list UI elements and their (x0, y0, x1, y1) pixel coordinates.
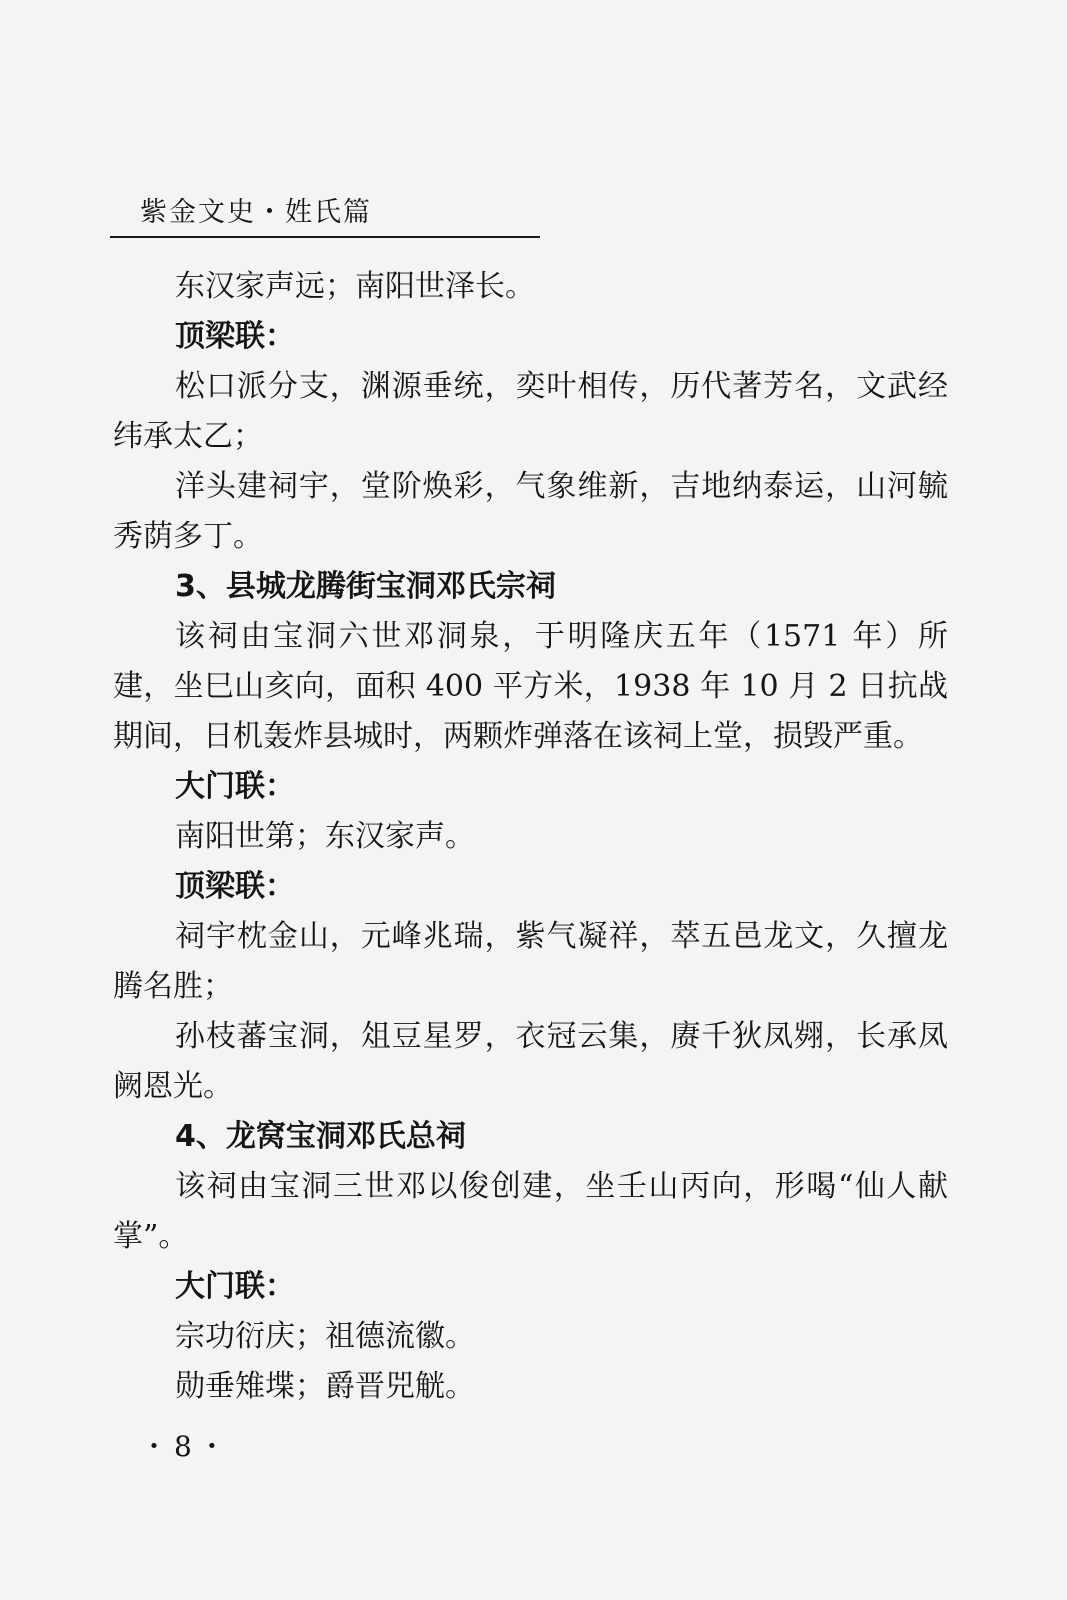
couplet-line: 孙枝蕃宝洞，俎豆星罗，衣冠云集，赓千狄凤翙，长承凤阙恩光。 (113, 1019, 948, 1104)
body-paragraph: 该祠由宝洞三世邓以俊创建，坐壬山丙向，形喝“仙人献掌”。 (113, 1169, 948, 1254)
page-number: ・8・ (140, 1430, 232, 1463)
header-rule (110, 236, 540, 238)
couplet-line: 东汉家声远；南阳世泽长。 (175, 269, 535, 304)
couplet-line: 南阳世第；东汉家声。 (175, 819, 475, 854)
couplet-line: 松口派分支，渊源垂统，奕叶相传，历代著芳名，文武经纬承太乙； (113, 369, 948, 454)
running-head: 紫金文史・姓氏篇 (140, 197, 372, 228)
couplet-label: 大门联： (175, 769, 295, 804)
couplet-line: 祠宇枕金山，元峰兆瑞，紫气凝祥，萃五邑龙文，久擅龙腾名胜； (113, 919, 948, 1004)
section-heading: 4、龙窝宝洞邓氏总祠 (175, 1119, 466, 1154)
couplet-line: 洋头建祠宇，堂阶焕彩，气象维新，吉地纳泰运，山河毓秀荫多丁。 (113, 469, 948, 554)
couplet-label: 顶梁联： (175, 869, 295, 904)
couplet-label: 大门联： (175, 1269, 295, 1304)
couplet-line: 宗功衍庆；祖德流徽。 (175, 1319, 475, 1354)
section-heading: 3、县城龙腾街宝洞邓氏宗祠 (175, 569, 556, 604)
couplet-line: 勋垂雉堞；爵晋兕觥。 (175, 1369, 475, 1404)
page-body (113, 262, 948, 1412)
couplet-label: 顶梁联： (175, 319, 295, 354)
body-paragraph: 该祠由宝洞六世邓洞泉，于明隆庆五年（1571 年）所建，坐巳山亥向，面积 400 平方米，1938 年 10 月 2 日抗战期间，日机轰炸县城时，两颗炸弹落在该祠上堂，损毁严重。 (113, 619, 948, 754)
